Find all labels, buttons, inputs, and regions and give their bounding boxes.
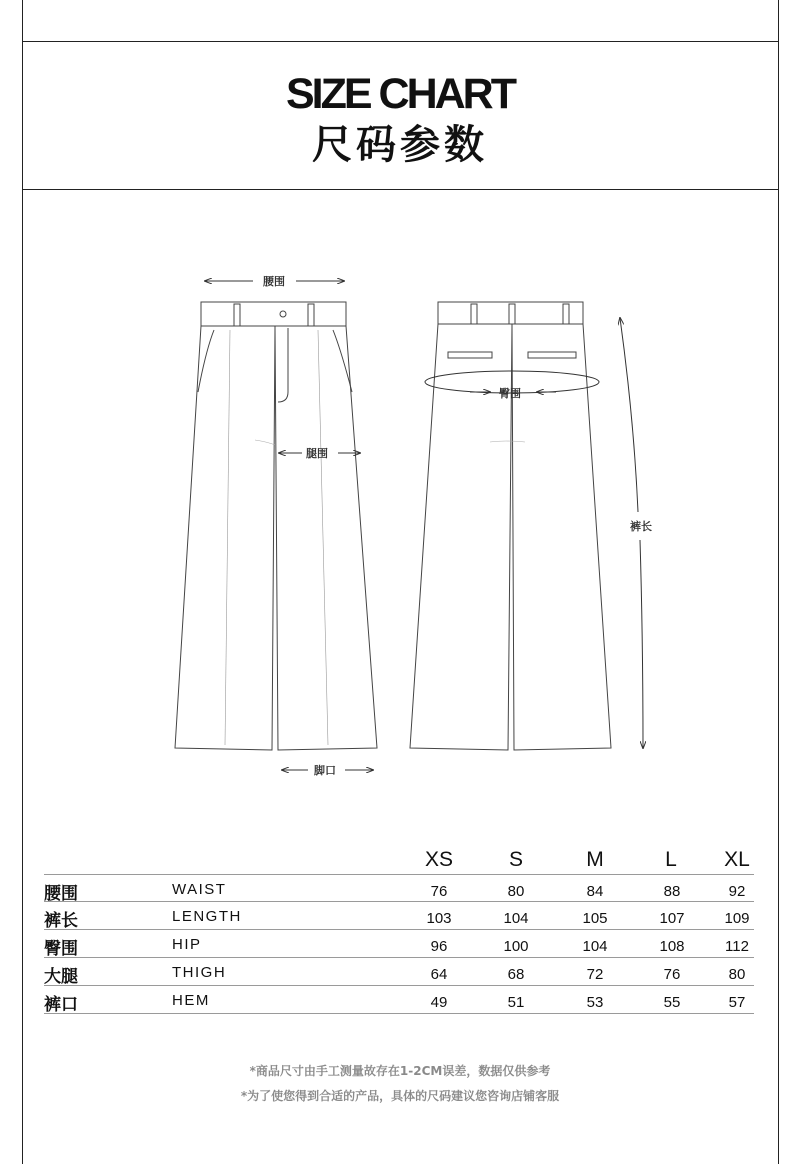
cell-value: 76 (663, 966, 681, 983)
cell-value: 104 (503, 910, 529, 927)
cell-value: 80 (507, 883, 525, 900)
table-row-waist (44, 874, 754, 902)
size-header-m: M (586, 848, 604, 871)
cell-value: 64 (430, 966, 448, 983)
cell-value: 88 (663, 883, 681, 900)
row-label-en: HIP (172, 936, 202, 953)
cell-value: 96 (430, 938, 448, 955)
cell-value: 100 (503, 938, 529, 955)
hem-label: 脚口 (314, 764, 336, 777)
cell-value: 51 (507, 994, 525, 1011)
size-header-xs: XS (424, 848, 453, 871)
cell-value: 76 (430, 883, 448, 900)
length-label: 裤长 (630, 520, 652, 533)
cell-value: 84 (586, 883, 604, 900)
row-label-en: HEM (172, 992, 210, 1009)
cell-value: 68 (507, 966, 525, 983)
front-pants-drawing (175, 302, 377, 750)
cell-value: 104 (582, 938, 608, 955)
cell-value: 55 (663, 994, 681, 1011)
table-row-thigh (44, 958, 754, 986)
page-title-zh: 尺码参数 (312, 122, 488, 168)
cell-value: 92 (728, 883, 746, 900)
cell-value: 103 (426, 910, 452, 927)
row-label-en: WAIST (172, 881, 227, 898)
row-label-zh: 腰围 (44, 884, 78, 904)
thigh-label: 腿围 (306, 447, 328, 460)
row-label-en: THIGH (172, 964, 227, 981)
row-label-zh: 臀围 (44, 939, 78, 959)
row-label-zh: 裤口 (44, 995, 78, 1015)
page-title-en: SIZE CHART (286, 70, 514, 118)
size-header-xl: XL (724, 848, 750, 871)
cell-value: 53 (586, 994, 604, 1011)
waist-label: 腰围 (263, 275, 285, 288)
cell-value: 72 (586, 966, 604, 983)
cell-value: 49 (430, 994, 448, 1011)
size-header-s: S (508, 848, 523, 871)
cell-value: 57 (728, 994, 746, 1011)
row-label-zh: 大腿 (44, 967, 78, 987)
cell-value: 107 (659, 910, 685, 927)
hip-label: 臀围 (499, 387, 521, 400)
measurement-note: *商品尺寸由手工测量故存在1-2CM误差，数据仅供参考 (249, 1064, 551, 1078)
cell-value: 80 (728, 966, 746, 983)
service-note: *为了使您得到合适的产品，具体的尺码建议您咨询店铺客服 (240, 1089, 560, 1103)
cell-value: 109 (724, 910, 750, 927)
cell-value: 105 (582, 910, 608, 927)
table-row-hem (44, 986, 754, 1014)
row-label-en: LENGTH (172, 908, 242, 925)
back-pants-drawing (410, 302, 611, 750)
cell-value: 108 (659, 938, 685, 955)
table-row-length (44, 902, 754, 930)
cell-value: 112 (725, 938, 749, 955)
table-row-hip (44, 930, 754, 958)
size-header-l: L (665, 848, 677, 871)
row-label-zh: 裤长 (44, 911, 78, 931)
